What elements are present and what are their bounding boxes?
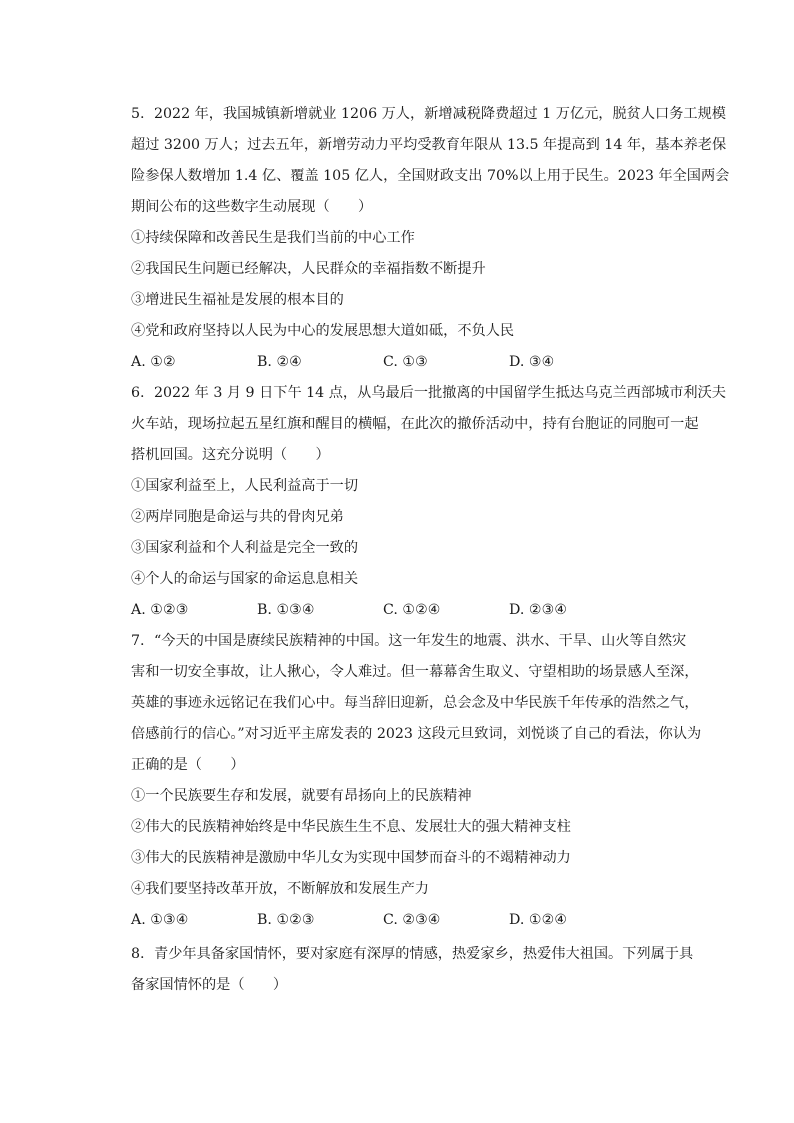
option-statement: ②两岸同胞是命运与共的骨肉兄弟 xyxy=(131,509,344,525)
question-stem-line: 5. 2022 年，我国城镇新增就业 1206 万人，新增减税降费超过 1 万亿元，脱贫人口务工规模 xyxy=(131,106,726,122)
option-statement: ①国家利益至上，人民利益高于一切 xyxy=(131,478,359,494)
choice-b[interactable]: B. ①③④ xyxy=(257,602,315,618)
choice-b[interactable]: B. ①②③ xyxy=(257,912,315,928)
question-stem-line: 倍感前行的信心。”对习近平主席发表的 2023 这段元旦致词，刘悦谈了自己的看法，你认为 xyxy=(131,726,702,742)
option-statement: ③伟大的民族精神是激励中华儿女为实现中国梦而奋斗的不竭精神动力 xyxy=(131,850,571,866)
choice-b[interactable]: B. ②④ xyxy=(257,354,302,370)
option-statement: ①持续保障和改善民生是我们当前的中心工作 xyxy=(131,230,415,246)
choice-c[interactable]: C. ②③④ xyxy=(383,912,441,928)
question-stem-line: 8. 青少年具备家国情怀，要对家庭有深厚的情感，热爱家乡，热爱伟大祖国。下列属于具 xyxy=(131,946,694,962)
question-stem-line: 7. “今天的中国是赓续民族精神的中国。这一年发生的地震、洪水、干旱、山火等自然灾 xyxy=(131,633,687,649)
question-number: 7. xyxy=(131,633,145,649)
option-statement: ②我国民生问题已经解决，人民群众的幸福指数不断提升 xyxy=(131,261,486,277)
option-statement: ③国家利益和个人利益是完全一致的 xyxy=(131,540,359,556)
question-stem-line: 害和一切安全事故，让人揪心，令人难过。但一幕幕舍生取义、守望相助的场景感人至深， xyxy=(131,664,699,680)
choice-a[interactable]: A. ①② xyxy=(131,354,176,370)
choice-a[interactable]: A. ①③④ xyxy=(131,912,189,928)
question-number: 8. xyxy=(131,946,145,962)
choice-d[interactable]: D. ③④ xyxy=(509,354,555,370)
choice-d[interactable]: D. ②③④ xyxy=(509,602,568,618)
question-stem-line: 英雄的事迹永远铭记在我们心中。每当辞旧迎新，总会念及中华民族千年传承的浩然之气， xyxy=(131,695,699,711)
option-statement: ④党和政府坚持以人民为中心的发展思想大道如砥，不负人民 xyxy=(131,323,515,339)
option-statement: ①一个民族要生存和发展，就要有昂扬向上的民族精神 xyxy=(131,788,472,804)
choice-d[interactable]: D. ①②④ xyxy=(509,912,568,928)
question-stem-line: 搭机回国。这充分说明（ ） xyxy=(131,447,330,463)
question-number: 5. xyxy=(131,106,145,122)
question-stem-line: 险参保人数增加 1.4 亿、覆盖 105 亿人，全国财政支出 70%以上用于民生。2023 年全国两会 xyxy=(131,168,730,184)
choice-a[interactable]: A. ①②③ xyxy=(131,602,189,618)
question-stem-line: 备家国情怀的是（ ） xyxy=(131,977,288,993)
question-number: 6. xyxy=(131,385,145,401)
question-stem-line: 火车站，现场拉起五星红旗和醒目的横幅，在此次的撤侨活动中，持有台胞证的同胞可一起 xyxy=(131,416,699,432)
choice-c[interactable]: C. ①②④ xyxy=(383,602,441,618)
answer-choices xyxy=(131,600,691,620)
option-statement: ④个人的命运与国家的命运息息相关 xyxy=(131,571,359,587)
option-statement: ④我们要坚持改革开放，不断解放和发展生产力 xyxy=(131,881,429,897)
answer-choices xyxy=(131,910,691,930)
question-stem-line: 6. 2022 年 3 月 9 日下午 14 点，从乌最后一批撤离的中国留学生抵达乌克兰西部城市利沃夫 xyxy=(131,385,726,401)
answer-choices xyxy=(131,352,691,372)
question-stem-line: 期间公布的这些数字生动展现（ ） xyxy=(131,199,373,215)
choice-c[interactable]: C. ①③ xyxy=(383,354,428,370)
option-statement: ②伟大的民族精神始终是中华民族生生不息、发展壮大的强大精神支柱 xyxy=(131,819,571,835)
question-stem-line: 正确的是（ ） xyxy=(131,757,245,773)
question-stem-line: 超过 3200 万人；过去五年，新增劳动力平均受教育年限从 13.5 年提高到 14 年，基本养老保 xyxy=(131,137,727,153)
option-statement: ③增进民生福祉是发展的根本目的 xyxy=(131,292,344,308)
